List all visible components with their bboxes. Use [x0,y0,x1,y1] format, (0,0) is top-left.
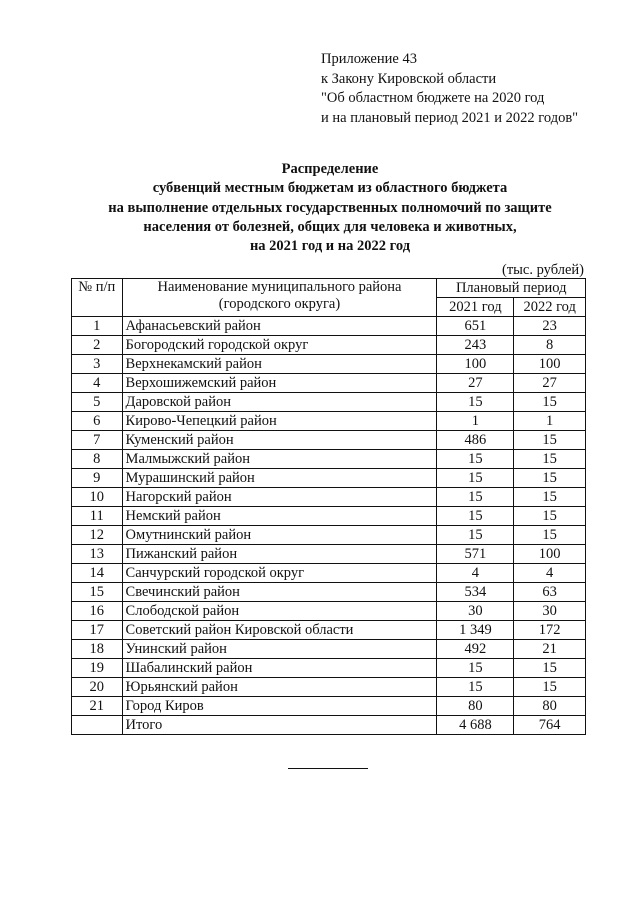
row-value-2021: 486 [437,431,514,450]
row-district-name: Кирово-Чепецкий район [122,412,437,431]
row-number: 12 [72,526,123,545]
row-number: 11 [72,507,123,526]
appendix-line-4: и на плановый период 2021 и 2022 годов" [321,109,579,126]
row-district-name: Нагорский район [122,488,437,507]
row-district-name: Город Киров [122,697,437,716]
row-number: 16 [72,602,123,621]
table-row [72,545,586,564]
header-name [122,279,437,317]
row-district-name: Верхнекамский район [122,355,437,374]
row-district-name: Мурашинский район [122,469,437,488]
row-number: 5 [72,393,123,412]
row-value-2021: 15 [437,507,514,526]
row-number: 7 [72,431,123,450]
row-value-2022: 1 [514,412,586,431]
row-district-name: Слободской район [122,602,437,621]
row-number: 13 [72,545,123,564]
row-number: 17 [72,621,123,640]
row-number: 15 [72,583,123,602]
row-value-2022: 172 [514,621,586,640]
row-value-2021: 15 [437,678,514,697]
row-value-2021: 1 [437,412,514,431]
title-line-1: Распределение [281,161,379,177]
appendix-line-1: Приложение 43 [321,51,417,67]
table-row [72,317,586,336]
row-value-2022: 15 [514,507,586,526]
row-number: 20 [72,678,123,697]
row-value-2021: 4 688 [437,716,514,735]
table-row [72,355,586,374]
document-title [40,160,620,256]
row-number: 19 [72,659,123,678]
row-value-2022: 764 [514,716,586,735]
appendix-header [321,50,578,128]
row-value-2021: 15 [437,469,514,488]
row-value-2021: 27 [437,374,514,393]
row-district-name: Малмыжский район [122,450,437,469]
subsidy-table [71,278,586,735]
row-value-2022: 15 [514,450,586,469]
row-district-name: Юрьянский район [122,678,437,697]
table-row [72,564,586,583]
row-value-2021: 534 [437,583,514,602]
row-value-2021: 15 [437,450,514,469]
header-period: Плановый период [437,279,586,298]
row-value-2022: 100 [514,355,586,374]
table-row [72,697,586,716]
row-value-2022: 100 [514,545,586,564]
table-row [72,507,586,526]
table-row [72,526,586,545]
row-value-2022: 8 [514,336,586,355]
row-number: 10 [72,488,123,507]
row-value-2022: 15 [514,393,586,412]
row-value-2022: 15 [514,526,586,545]
footer-divider [288,768,368,769]
row-district-name: Санчурский городской округ [122,564,437,583]
row-value-2022: 15 [514,488,586,507]
row-district-name: Итого [122,716,437,735]
row-number: 3 [72,355,123,374]
row-district-name: Афанасьевский район [122,317,437,336]
table-row [72,469,586,488]
row-number: 8 [72,450,123,469]
table-body [72,317,586,735]
row-district-name: Верхошижемский район [122,374,437,393]
header-name-line-2: (городского округа) [218,296,341,312]
row-number: 18 [72,640,123,659]
table-row [72,488,586,507]
row-value-2022: 23 [514,317,586,336]
row-district-name: Даровской район [122,393,437,412]
row-number: 1 [72,317,123,336]
table-row [72,659,586,678]
table-row [72,450,586,469]
table-row [72,412,586,431]
row-value-2021: 492 [437,640,514,659]
title-line-4: населения от болезней, общих для человека и животных, [143,218,517,235]
row-value-2022: 15 [514,431,586,450]
row-district-name: Куменский район [122,431,437,450]
header-num: № п/п [72,279,123,317]
table-row [72,583,586,602]
row-value-2022: 4 [514,564,586,583]
table-row [72,431,586,450]
table-row [72,640,586,659]
table-row [72,374,586,393]
row-number: 4 [72,374,123,393]
row-number: 14 [72,564,123,583]
row-number [72,716,123,735]
title-line-2: субвенций местным бюджетам из областного бюджета [152,180,508,197]
row-number: 21 [72,697,123,716]
table-row [72,393,586,412]
row-value-2022: 15 [514,469,586,488]
row-value-2021: 651 [437,317,514,336]
table-total-row [72,716,586,735]
row-value-2022: 63 [514,583,586,602]
header-2021: 2021 год [437,298,514,317]
row-district-name: Советский район Кировской области [122,621,437,640]
row-district-name: Омутнинский район [122,526,437,545]
appendix-line-2: к Закону Кировской области [321,70,497,87]
header-2022: 2022 год [514,298,586,317]
row-district-name: Унинский район [122,640,437,659]
row-value-2021: 30 [437,602,514,621]
row-district-name: Богородский городской округ [122,336,437,355]
table-row [72,621,586,640]
title-line-5: на 2021 год и на 2022 год [249,238,411,255]
row-value-2021: 15 [437,488,514,507]
table-row [72,678,586,697]
row-value-2021: 4 [437,564,514,583]
row-value-2022: 15 [514,659,586,678]
row-value-2021: 100 [437,355,514,374]
row-value-2021: 15 [437,526,514,545]
row-value-2022: 21 [514,640,586,659]
row-value-2021: 571 [437,545,514,564]
row-district-name: Шабалинский район [122,659,437,678]
header-name-line-1: Наименование муниципального района [157,279,402,295]
table-row [72,602,586,621]
row-number: 9 [72,469,123,488]
row-value-2022: 27 [514,374,586,393]
unit-label: (тыс. рублей) [502,262,584,278]
row-value-2022: 30 [514,602,586,621]
row-district-name: Свечинский район [122,583,437,602]
row-value-2021: 15 [437,393,514,412]
table-row [72,336,586,355]
appendix-line-3: "Об областном бюджете на 2020 год [321,90,545,106]
row-district-name: Пижанский район [122,545,437,564]
title-line-3: на выполнение отдельных государственных полномочий по защите [108,199,552,216]
row-value-2021: 1 349 [437,621,514,640]
row-value-2021: 15 [437,659,514,678]
row-value-2021: 80 [437,697,514,716]
row-value-2022: 80 [514,697,586,716]
row-value-2022: 15 [514,678,586,697]
row-district-name: Немский район [122,507,437,526]
row-number: 6 [72,412,123,431]
row-value-2021: 243 [437,336,514,355]
row-number: 2 [72,336,123,355]
